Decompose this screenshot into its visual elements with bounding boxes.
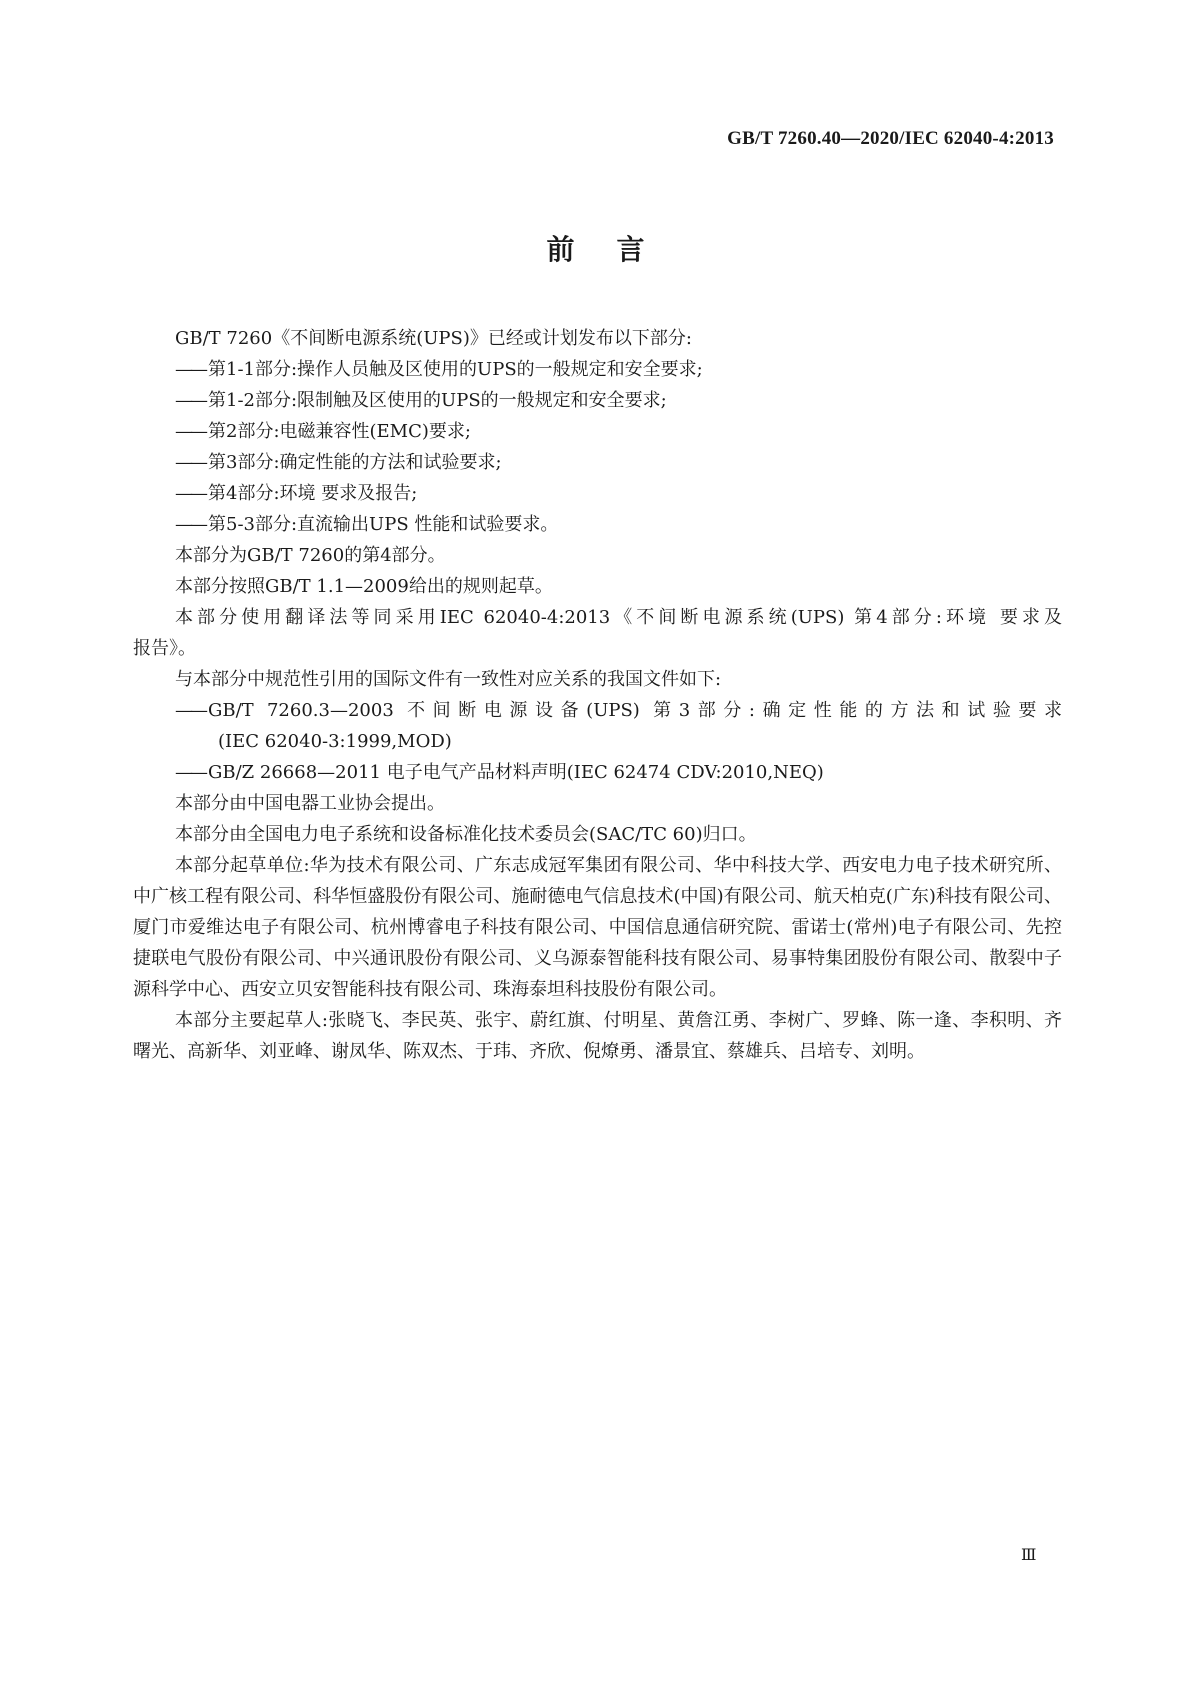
part-of-statement: 本部分为GB/T 7260的第4部分。 xyxy=(175,545,446,566)
drafters-paragraph: 本部分主要起草人:张晓飞、李民英、张宇、蔚红旗、付明星、黄詹江勇、李树广、罗蜂、陈一逢、李积明、齐曙光、高新华、刘亚峰、谢凤华、陈双杰、于玮、齐欣、倪燎勇、潘景宜、蔡雄兵、吕培专、刘明。 xyxy=(133,1010,1062,1062)
part-text: 第1-1部分:操作人员触及区使用的UPS的一般规定和安全要求; xyxy=(208,359,703,380)
part-list-item: —— 第5-3部分:直流输出UPS 性能和试验要求。 xyxy=(175,514,559,535)
part-text: 第5-3部分:直流输出UPS 性能和试验要求。 xyxy=(208,514,559,535)
part-text: 第4部分:环境 要求及报告; xyxy=(208,483,418,504)
part-text: 第1-2部分:限制触及区使用的UPS的一般规定和安全要求; xyxy=(208,390,667,411)
translation-statement: 本部分使用翻译法等同采用IEC 62040-4:2013《不间断电源系统(UPS) 第4部分:环境 要求及 xyxy=(175,607,1062,628)
part-list-item: —— 第1-1部分:操作人员触及区使用的UPS的一般规定和安全要求; xyxy=(175,359,703,380)
page-title: 前言 xyxy=(546,233,687,266)
managed-by-statement: 本部分由全国电力电子系统和设备标准化技术委员会(SAC/TC 60)归口。 xyxy=(175,824,757,845)
correspondence-statement: 与本部分中规范性引用的国际文件有一致性对应关系的我国文件如下: xyxy=(175,669,722,690)
part-text: 第2部分:电磁兼容性(EMC)要求; xyxy=(208,421,471,442)
reference-text: GB/Z 26668—2011 电子电气产品材料声明(IEC 62474 CDV:2010,NEQ) xyxy=(208,762,824,783)
part-list-item: —— 第2部分:电磁兼容性(EMC)要求; xyxy=(175,421,471,442)
part-list-item: —— 第3部分:确定性能的方法和试验要求; xyxy=(175,452,502,473)
page-number: Ⅲ xyxy=(1021,1545,1037,1564)
translation-statement-continued: 报告》。 xyxy=(133,638,196,659)
drafting-units-paragraph: 本部分起草单位:华为技术有限公司、广东志成冠军集团有限公司、华中科技大学、西安电力电子技术研究所、中广核工程有限公司、科华恒盛股份有限公司、施耐德电气信息技术(中国)有限公司、航天柏克(广东)科技有限公司、厦门市爱维达电子有限公司、杭州博睿电子科技有限公司、中国信息通信研究院、雷诺士(常州)电子有限公司、先控捷联电气股份有限公司、中兴通讯股份有限公司、义乌源泰智能科技有限公司、易事特集团股份有限公司、散裂中子源科学中心、西安立贝安智能科技有限公司、珠海泰坦科技股份有限公司。 xyxy=(133,855,1062,1000)
part-list-item: —— 第1-2部分:限制触及区使用的UPS的一般规定和安全要求; xyxy=(175,390,667,411)
reference-item: —— GB/T 7260.3—2003 不间断电源设备(UPS) 第3部分:确定性能的方法和试验要求 xyxy=(175,700,1062,721)
foreword-body xyxy=(133,323,1062,1067)
drafting-rules-statement: 本部分按照GB/T 1.1—2009给出的规则起草。 xyxy=(175,576,553,597)
proposed-by-statement: 本部分由中国电器工业协会提出。 xyxy=(175,793,445,814)
reference-item: —— GB/Z 26668—2011 电子电气产品材料声明(IEC 62474 CDV:2010,NEQ) xyxy=(175,762,824,783)
part-list-item: —— 第4部分:环境 要求及报告; xyxy=(175,483,418,504)
reference-item-continued: (IEC 62040-3:1999,MOD) xyxy=(218,731,452,752)
standard-code-header: GB/T 7260.40—2020/IEC 62040-4:2013 xyxy=(727,128,1054,149)
part-text: 第3部分:确定性能的方法和试验要求; xyxy=(208,452,502,473)
reference-text: GB/T 7260.3—2003 不间断电源设备(UPS) 第3部分:确定性能的方法和试验要求 xyxy=(208,700,1062,721)
intro-line: GB/T 7260《不间断电源系统(UPS)》已经或计划发布以下部分: xyxy=(175,328,692,349)
